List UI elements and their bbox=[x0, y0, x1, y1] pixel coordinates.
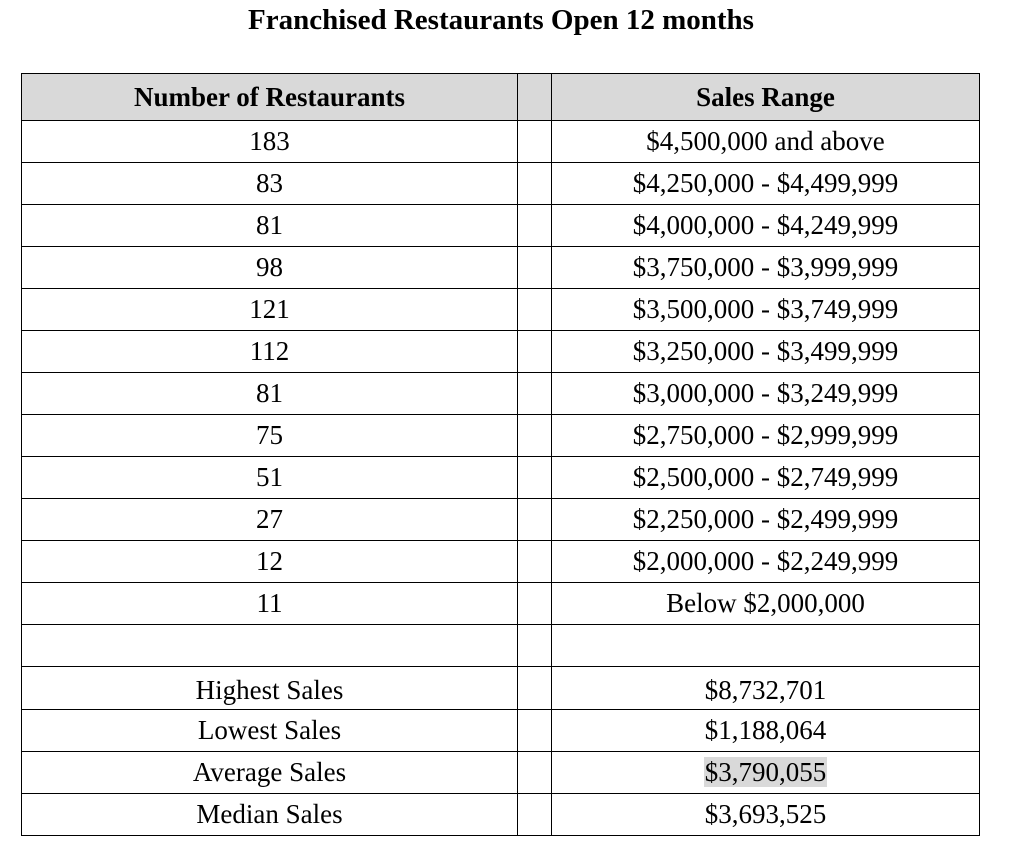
restaurant-count-cell: 183 bbox=[22, 121, 518, 163]
spacer-cell bbox=[518, 163, 552, 205]
table-row bbox=[22, 121, 980, 163]
sales-range-cell: $2,500,000 - $2,749,999 bbox=[552, 457, 980, 499]
sales-range-cell: Below $2,000,000 bbox=[552, 583, 980, 625]
spacer-cell bbox=[518, 625, 552, 667]
summary-row-highest bbox=[22, 667, 980, 710]
spacer-cell bbox=[518, 710, 552, 752]
sales-table bbox=[21, 73, 980, 836]
spacer-cell bbox=[518, 373, 552, 415]
sales-range-cell: $3,500,000 - $3,749,999 bbox=[552, 289, 980, 331]
spacer-cell bbox=[518, 583, 552, 625]
sales-range-cell: $4,000,000 - $4,249,999 bbox=[552, 205, 980, 247]
table-row bbox=[22, 499, 980, 541]
summary-value-cell bbox=[552, 752, 980, 794]
restaurant-count-cell: 81 bbox=[22, 373, 518, 415]
sales-range-cell: $4,250,000 - $4,499,999 bbox=[552, 163, 980, 205]
restaurant-count-cell: 51 bbox=[22, 457, 518, 499]
restaurant-count-cell: 12 bbox=[22, 541, 518, 583]
restaurant-count-cell: 83 bbox=[22, 163, 518, 205]
sales-range-cell: $3,250,000 - $3,499,999 bbox=[552, 331, 980, 373]
header-spacer bbox=[518, 74, 552, 121]
summary-label: Highest Sales bbox=[22, 667, 518, 710]
spacer-cell bbox=[518, 331, 552, 373]
restaurant-count-cell: 81 bbox=[22, 205, 518, 247]
summary-row-lowest bbox=[22, 710, 980, 752]
spacer-cell bbox=[518, 457, 552, 499]
spacer-cell bbox=[518, 205, 552, 247]
table-header-row bbox=[22, 74, 980, 121]
table-row bbox=[22, 373, 980, 415]
spacer-cell bbox=[518, 121, 552, 163]
table-row bbox=[22, 457, 980, 499]
spacer-cell bbox=[518, 415, 552, 457]
table-row bbox=[22, 205, 980, 247]
restaurant-count-cell: 112 bbox=[22, 331, 518, 373]
summary-label: Average Sales bbox=[22, 752, 518, 794]
summary-row-median bbox=[22, 794, 980, 836]
table-row bbox=[22, 163, 980, 205]
document-title: Franchised Restaurants Open 12 months bbox=[248, 4, 754, 36]
spacer-cell bbox=[518, 499, 552, 541]
spacer-cell bbox=[518, 667, 552, 710]
table-row bbox=[22, 541, 980, 583]
sales-range-cell: $4,500,000 and above bbox=[552, 121, 980, 163]
table-row bbox=[22, 247, 980, 289]
sales-range-cell: $2,750,000 - $2,999,999 bbox=[552, 415, 980, 457]
header-sales-range: Sales Range bbox=[552, 74, 980, 121]
sales-range-cell: $2,000,000 - $2,249,999 bbox=[552, 541, 980, 583]
spacer-cell bbox=[518, 541, 552, 583]
summary-value: $1,188,064 bbox=[552, 710, 980, 752]
spacer-cell bbox=[518, 794, 552, 836]
sales-range-cell: $3,000,000 - $3,249,999 bbox=[552, 373, 980, 415]
sales-range-cell: $3,750,000 - $3,999,999 bbox=[552, 247, 980, 289]
blank-row bbox=[22, 625, 980, 667]
restaurant-count-cell: 75 bbox=[22, 415, 518, 457]
highlighted-value: $3,790,055 bbox=[704, 757, 827, 787]
summary-label: Median Sales bbox=[22, 794, 518, 836]
restaurant-count-cell: 121 bbox=[22, 289, 518, 331]
table-row bbox=[22, 331, 980, 373]
summary-label: Lowest Sales bbox=[22, 710, 518, 752]
sales-range-cell: $2,250,000 - $2,499,999 bbox=[552, 499, 980, 541]
header-number-of-restaurants: Number of Restaurants bbox=[22, 74, 518, 121]
blank-cell bbox=[552, 625, 980, 667]
summary-value: $8,732,701 bbox=[552, 667, 980, 710]
restaurant-count-cell: 11 bbox=[22, 583, 518, 625]
restaurant-count-cell: 98 bbox=[22, 247, 518, 289]
table-row bbox=[22, 583, 980, 625]
table-row bbox=[22, 289, 980, 331]
restaurant-count-cell: 27 bbox=[22, 499, 518, 541]
spacer-cell bbox=[518, 752, 552, 794]
summary-value: $3,693,525 bbox=[552, 794, 980, 836]
spacer-cell bbox=[518, 247, 552, 289]
table-row bbox=[22, 415, 980, 457]
spacer-cell bbox=[518, 289, 552, 331]
summary-row-average bbox=[22, 752, 980, 794]
blank-cell bbox=[22, 625, 518, 667]
